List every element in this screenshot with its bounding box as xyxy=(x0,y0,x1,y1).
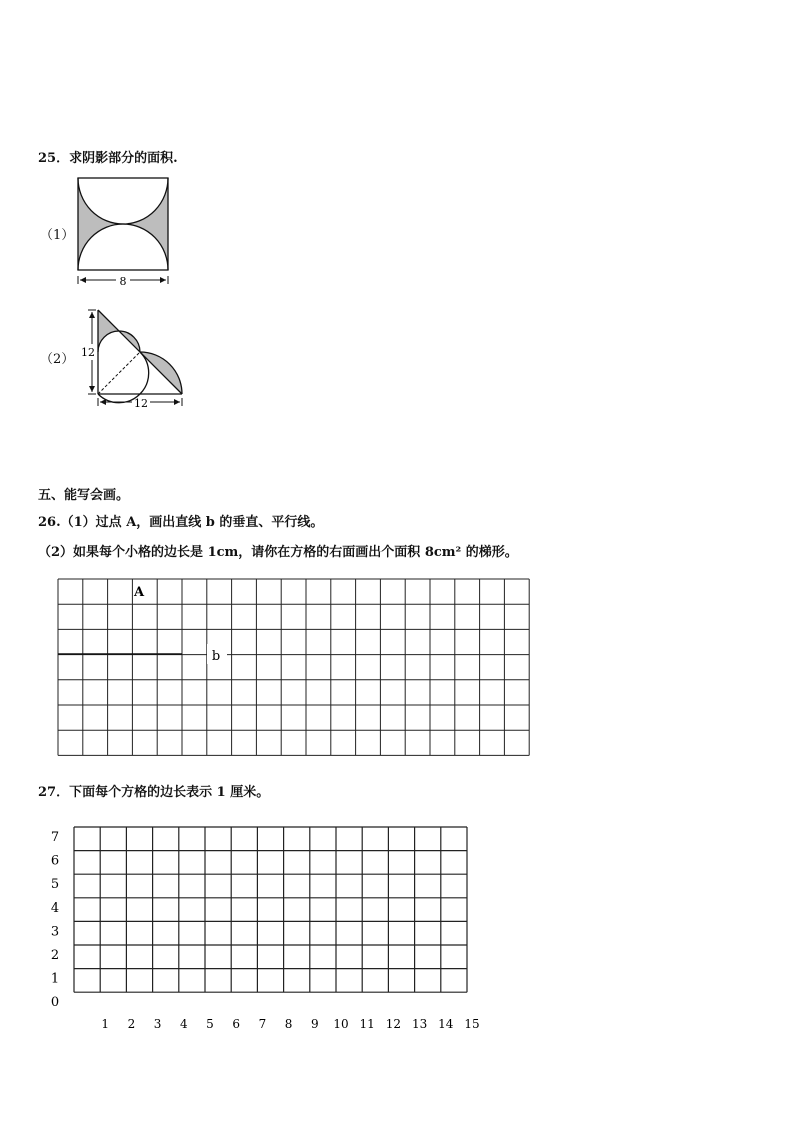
x-axis-label: 3 xyxy=(153,1017,162,1032)
x-axis-label: 9 xyxy=(310,1017,319,1032)
q27-title: 27．下面每个方格的边长表示 1 厘米。 xyxy=(38,785,270,800)
x-axis-label: 13 xyxy=(411,1017,428,1032)
y-axis-label: 5 xyxy=(50,877,60,893)
x-axis-label: 11 xyxy=(359,1017,375,1032)
x-axis-label: 2 xyxy=(127,1017,136,1032)
line-b-label: b xyxy=(211,649,221,664)
x-axis-label: 7 xyxy=(258,1017,267,1032)
y-axis-label: 6 xyxy=(50,853,60,869)
figure2-dim-bottom: 12 xyxy=(134,397,148,410)
q26-line2: （2）如果每个小格的边长是 1cm，请你在方格的右面画出个面积 8cm² 的梯形。 xyxy=(38,545,518,560)
x-axis-label: 15 xyxy=(464,1017,480,1032)
x-axis-label: 5 xyxy=(206,1017,214,1032)
y-axis-label: 1 xyxy=(50,971,60,987)
figure2-small-semicircle xyxy=(98,331,149,403)
x-axis-label: 4 xyxy=(179,1017,188,1032)
y-axis-label: 2 xyxy=(50,948,60,963)
x-axis-label: 1 xyxy=(101,1017,110,1032)
q25-part1-label: （1） xyxy=(40,228,75,243)
x-axis-label: 10 xyxy=(333,1017,349,1032)
q27-grid xyxy=(40,816,490,1032)
point-a-label: A xyxy=(133,585,145,600)
q25-figure1 xyxy=(70,172,180,288)
q26-line1: 26.（1）过点 A，画出直线 b 的垂直、平行线。 xyxy=(38,515,324,530)
x-axis-label: 8 xyxy=(284,1017,293,1032)
x-axis-label: 14 xyxy=(438,1017,454,1032)
y-axis-label: 3 xyxy=(50,924,60,940)
q26-grid xyxy=(56,576,526,758)
q25-figure2 xyxy=(80,300,190,412)
y-axis-label: 7 xyxy=(50,830,60,845)
figure1-dim-label: 8 xyxy=(119,275,127,288)
y-axis-label: 4 xyxy=(50,900,60,916)
x-axis-label: 6 xyxy=(232,1017,241,1032)
section5-title: 五、能写会画。 xyxy=(38,488,130,503)
x-axis-label: 12 xyxy=(385,1017,402,1032)
y-axis-label: 0 xyxy=(50,995,60,1011)
q25-part2-label: （2） xyxy=(40,352,75,367)
figure2-dim-left: 12 xyxy=(81,346,95,359)
q25-title: 25．求阴影部分的面积. xyxy=(38,151,178,166)
